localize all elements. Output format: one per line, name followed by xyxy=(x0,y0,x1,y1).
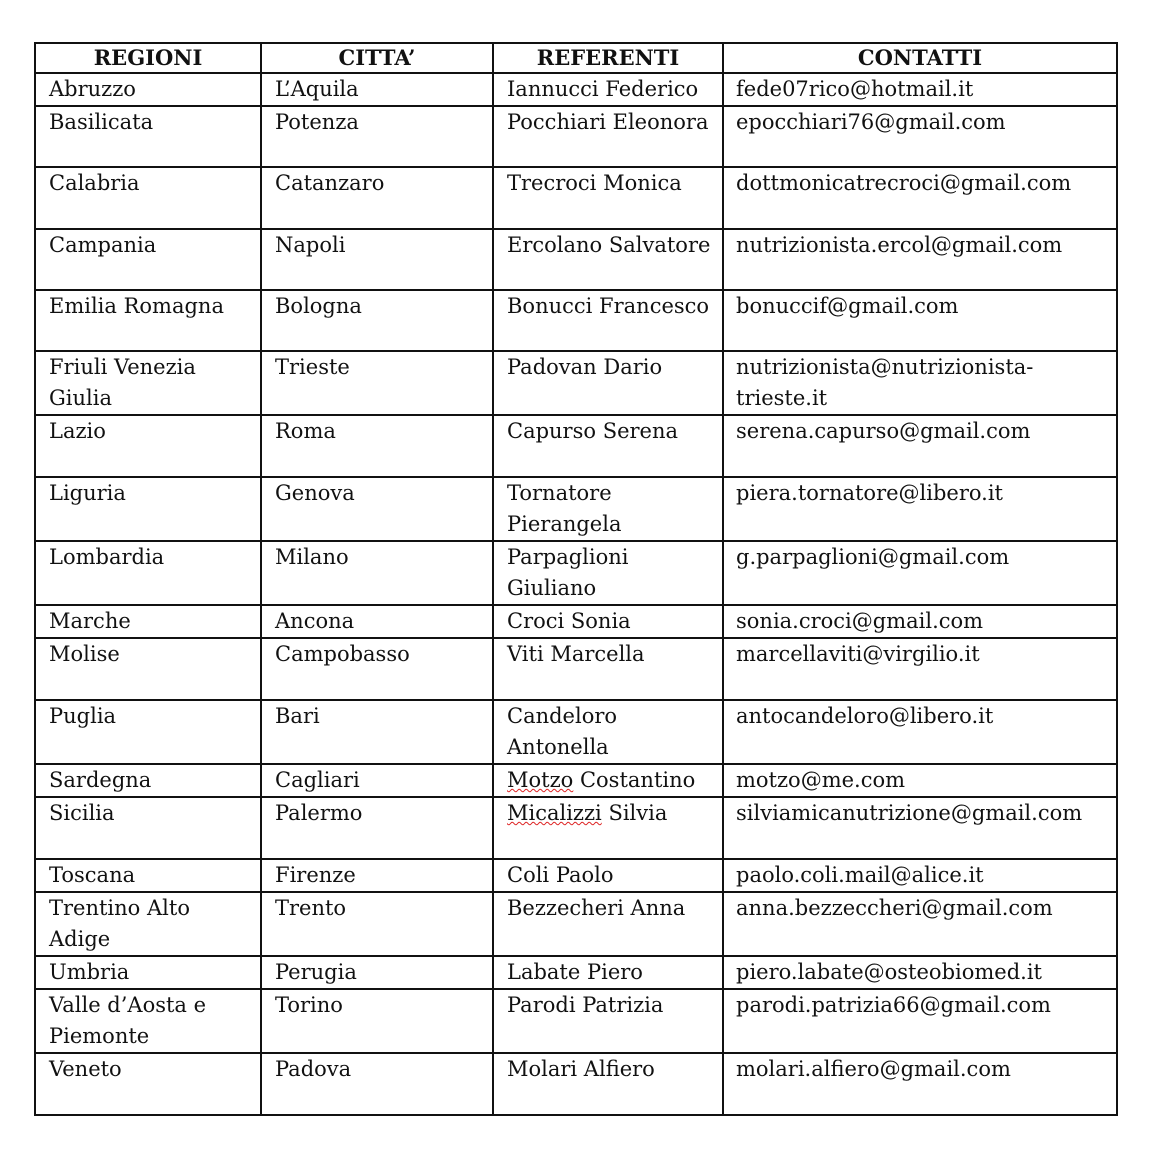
city-cell: Trento xyxy=(261,892,493,956)
table-row xyxy=(35,892,1117,956)
region-cell: Lazio xyxy=(35,415,261,477)
referent-cell: Padovan Dario xyxy=(493,351,723,415)
city-cell: Catanzaro xyxy=(261,167,493,229)
referent-cell: Molari Alfiero xyxy=(493,1053,723,1115)
referent-cell: Croci Sonia xyxy=(493,605,723,638)
contact-email[interactable]: parodi.patrizia66@gmail.com xyxy=(723,989,1117,1053)
referent-cell: Parpaglioni Giuliano xyxy=(493,541,723,605)
city-cell: Perugia xyxy=(261,956,493,989)
contact-email[interactable]: nutrizionista.ercol@gmail.com xyxy=(723,229,1117,290)
header-regioni: REGIONI xyxy=(35,43,261,73)
referent-cell: Iannucci Federico xyxy=(493,73,723,106)
contact-email[interactable]: epocchiari76@gmail.com xyxy=(723,106,1117,167)
referent-cell xyxy=(493,797,723,859)
referent-cell: Capurso Serena xyxy=(493,415,723,477)
city-cell: Trieste xyxy=(261,351,493,415)
referent-cell: Coli Paolo xyxy=(493,859,723,892)
table-row xyxy=(35,700,1117,764)
spellcheck-underlined-word: Micalizzi xyxy=(507,801,602,825)
contact-email[interactable]: motzo@me.com xyxy=(723,764,1117,797)
region-cell: Toscana xyxy=(35,859,261,892)
referent-cell: Pocchiari Eleonora xyxy=(493,106,723,167)
table-row xyxy=(35,956,1117,989)
city-cell: Campobasso xyxy=(261,638,493,700)
table-row xyxy=(35,415,1117,477)
table-row xyxy=(35,229,1117,290)
referent-cell: Bezzecheri Anna xyxy=(493,892,723,956)
city-cell: Firenze xyxy=(261,859,493,892)
contact-email[interactable]: fede07rico@hotmail.it xyxy=(723,73,1117,106)
table-row xyxy=(35,106,1117,167)
spellcheck-underlined-word: Motzo xyxy=(507,768,574,792)
region-cell: Puglia xyxy=(35,700,261,764)
contact-email[interactable]: antocandeloro@libero.it xyxy=(723,700,1117,764)
region-cell: Calabria xyxy=(35,167,261,229)
contact-email[interactable]: bonuccif@gmail.com xyxy=(723,290,1117,351)
contact-email[interactable]: serena.capurso@gmail.com xyxy=(723,415,1117,477)
table-row xyxy=(35,764,1117,797)
region-cell: Sardegna xyxy=(35,764,261,797)
contact-email[interactable]: molari.alfiero@gmail.com xyxy=(723,1053,1117,1115)
table-row xyxy=(35,290,1117,351)
referent-cell: Trecroci Monica xyxy=(493,167,723,229)
referent-cell: Ercolano Salvatore xyxy=(493,229,723,290)
city-cell: Napoli xyxy=(261,229,493,290)
region-cell: Friuli Venezia Giulia xyxy=(35,351,261,415)
table-row xyxy=(35,859,1117,892)
contact-email[interactable]: piero.labate@osteobiomed.it xyxy=(723,956,1117,989)
referent-cell xyxy=(493,764,723,797)
contact-email[interactable]: anna.bezzeccheri@gmail.com xyxy=(723,892,1117,956)
city-cell: Bologna xyxy=(261,290,493,351)
table-row xyxy=(35,1053,1117,1115)
header-row xyxy=(35,43,1117,73)
contact-email[interactable]: piera.tornatore@libero.it xyxy=(723,477,1117,541)
table-row xyxy=(35,797,1117,859)
city-cell: Torino xyxy=(261,989,493,1053)
region-cell: Veneto xyxy=(35,1053,261,1115)
referent-name-rest: Costantino xyxy=(573,768,696,792)
city-cell: Padova xyxy=(261,1053,493,1115)
table-row xyxy=(35,638,1117,700)
table-row xyxy=(35,73,1117,106)
header-citta: CITTA’ xyxy=(261,43,493,73)
city-cell: Ancona xyxy=(261,605,493,638)
contacts-table xyxy=(34,42,1118,1116)
region-cell: Valle d’Aosta e Piemonte xyxy=(35,989,261,1053)
city-cell: Cagliari xyxy=(261,764,493,797)
city-cell: Roma xyxy=(261,415,493,477)
referent-cell: Viti Marcella xyxy=(493,638,723,700)
contact-email[interactable]: dottmonicatrecroci@gmail.com xyxy=(723,167,1117,229)
contact-email[interactable]: silviamicanutrizione@gmail.com xyxy=(723,797,1117,859)
referent-cell: Parodi Patrizia xyxy=(493,989,723,1053)
region-cell: Molise xyxy=(35,638,261,700)
table-row xyxy=(35,605,1117,638)
table-row xyxy=(35,351,1117,415)
region-cell: Emilia Romagna xyxy=(35,290,261,351)
contact-email[interactable]: marcellaviti@virgilio.it xyxy=(723,638,1117,700)
region-cell: Campania xyxy=(35,229,261,290)
city-cell: Genova xyxy=(261,477,493,541)
contact-email[interactable]: g.parpaglioni@gmail.com xyxy=(723,541,1117,605)
referent-name-rest: Silvia xyxy=(601,801,668,825)
region-cell: Trentino Alto Adige xyxy=(35,892,261,956)
contact-email[interactable]: sonia.croci@gmail.com xyxy=(723,605,1117,638)
city-cell: Milano xyxy=(261,541,493,605)
city-cell: L’Aquila xyxy=(261,73,493,106)
region-cell: Abruzzo xyxy=(35,73,261,106)
table-row xyxy=(35,477,1117,541)
referent-cell: Labate Piero xyxy=(493,956,723,989)
city-cell: Palermo xyxy=(261,797,493,859)
header-contatti: CONTATTI xyxy=(723,43,1117,73)
city-cell: Potenza xyxy=(261,106,493,167)
city-cell: Bari xyxy=(261,700,493,764)
referent-cell: Bonucci Francesco xyxy=(493,290,723,351)
region-cell: Lombardia xyxy=(35,541,261,605)
header-referenti: REFERENTI xyxy=(493,43,723,73)
table-row xyxy=(35,989,1117,1053)
region-cell: Liguria xyxy=(35,477,261,541)
referent-cell: Tornatore Pierangela xyxy=(493,477,723,541)
region-cell: Umbria xyxy=(35,956,261,989)
contact-email[interactable]: nutrizionista@nutrizionista-trieste.it xyxy=(723,351,1117,415)
table-row xyxy=(35,167,1117,229)
contact-email[interactable]: paolo.coli.mail@alice.it xyxy=(723,859,1117,892)
region-cell: Basilicata xyxy=(35,106,261,167)
region-cell: Sicilia xyxy=(35,797,261,859)
region-cell: Marche xyxy=(35,605,261,638)
referent-cell: Candeloro Antonella xyxy=(493,700,723,764)
table-row xyxy=(35,541,1117,605)
